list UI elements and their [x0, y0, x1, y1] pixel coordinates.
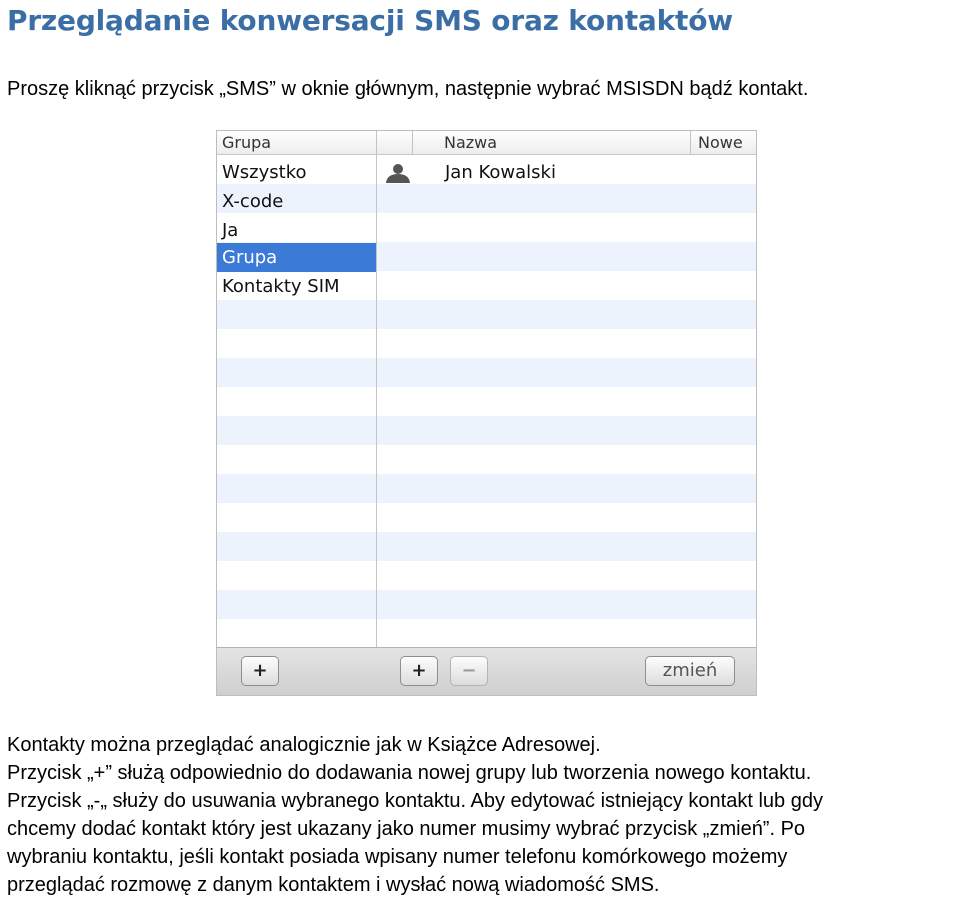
- column-divider: [690, 131, 691, 155]
- description-line: Przycisk „+” służą odpowiednio do dodawania nowej grupy lub tworzenia nowego kontaktu.: [7, 762, 812, 784]
- edit-button[interactable]: zmień: [645, 656, 735, 686]
- group-item-group[interactable]: Grupa: [217, 243, 376, 272]
- description-line: Kontakty można przeglądać analogicznie jak w Książce Adresowej.: [7, 734, 601, 756]
- page-title: Przeglądanie konwersacji SMS oraz kontaktów: [7, 4, 733, 37]
- add-contact-button[interactable]: +: [400, 656, 438, 686]
- description-line: Przycisk „-„ służy do usuwania wybranego kontaktu. Aby edytować istniejący kontakt lub gdy: [7, 790, 823, 812]
- column-header-group[interactable]: Grupa: [217, 131, 376, 155]
- contact-name: Jan Kowalski: [445, 162, 556, 183]
- description-line: przeglądać rozmowę z danym kontaktem i wysłać nową wiadomość SMS.: [7, 874, 660, 896]
- remove-contact-button[interactable]: −: [450, 656, 488, 686]
- group-item-all[interactable]: Wszystko: [222, 162, 307, 183]
- group-item-xcode[interactable]: X-code: [222, 191, 284, 212]
- column-header-new[interactable]: Nowe: [690, 131, 757, 155]
- group-item-sim[interactable]: Kontakty SIM: [222, 276, 340, 297]
- contact-row[interactable]: [377, 158, 690, 187]
- group-item-me[interactable]: Ja: [222, 220, 239, 241]
- person-icon: [383, 163, 413, 183]
- description-paragraph: [7, 731, 957, 899]
- description-line: chcemy dodać kontakt który jest ukazany jako numer musimy wybrać przycisk „zmień”. Po: [7, 818, 806, 840]
- contacts-window-screenshot: [216, 130, 757, 696]
- intro-text: Proszę kliknąć przycisk „SMS” w oknie głównym, następnie wybrać MSISDN bądź kontakt.: [7, 78, 809, 100]
- pane-divider: [376, 131, 377, 696]
- add-group-button[interactable]: +: [241, 656, 279, 686]
- description-line: wybraniu kontaktu, jeśli kontakt posiada wpisany numer telefonu komórkowego możemy: [7, 846, 788, 868]
- column-divider: [412, 131, 413, 155]
- bottom-toolbar: [217, 647, 756, 695]
- column-header-name[interactable]: Nazwa: [376, 131, 690, 155]
